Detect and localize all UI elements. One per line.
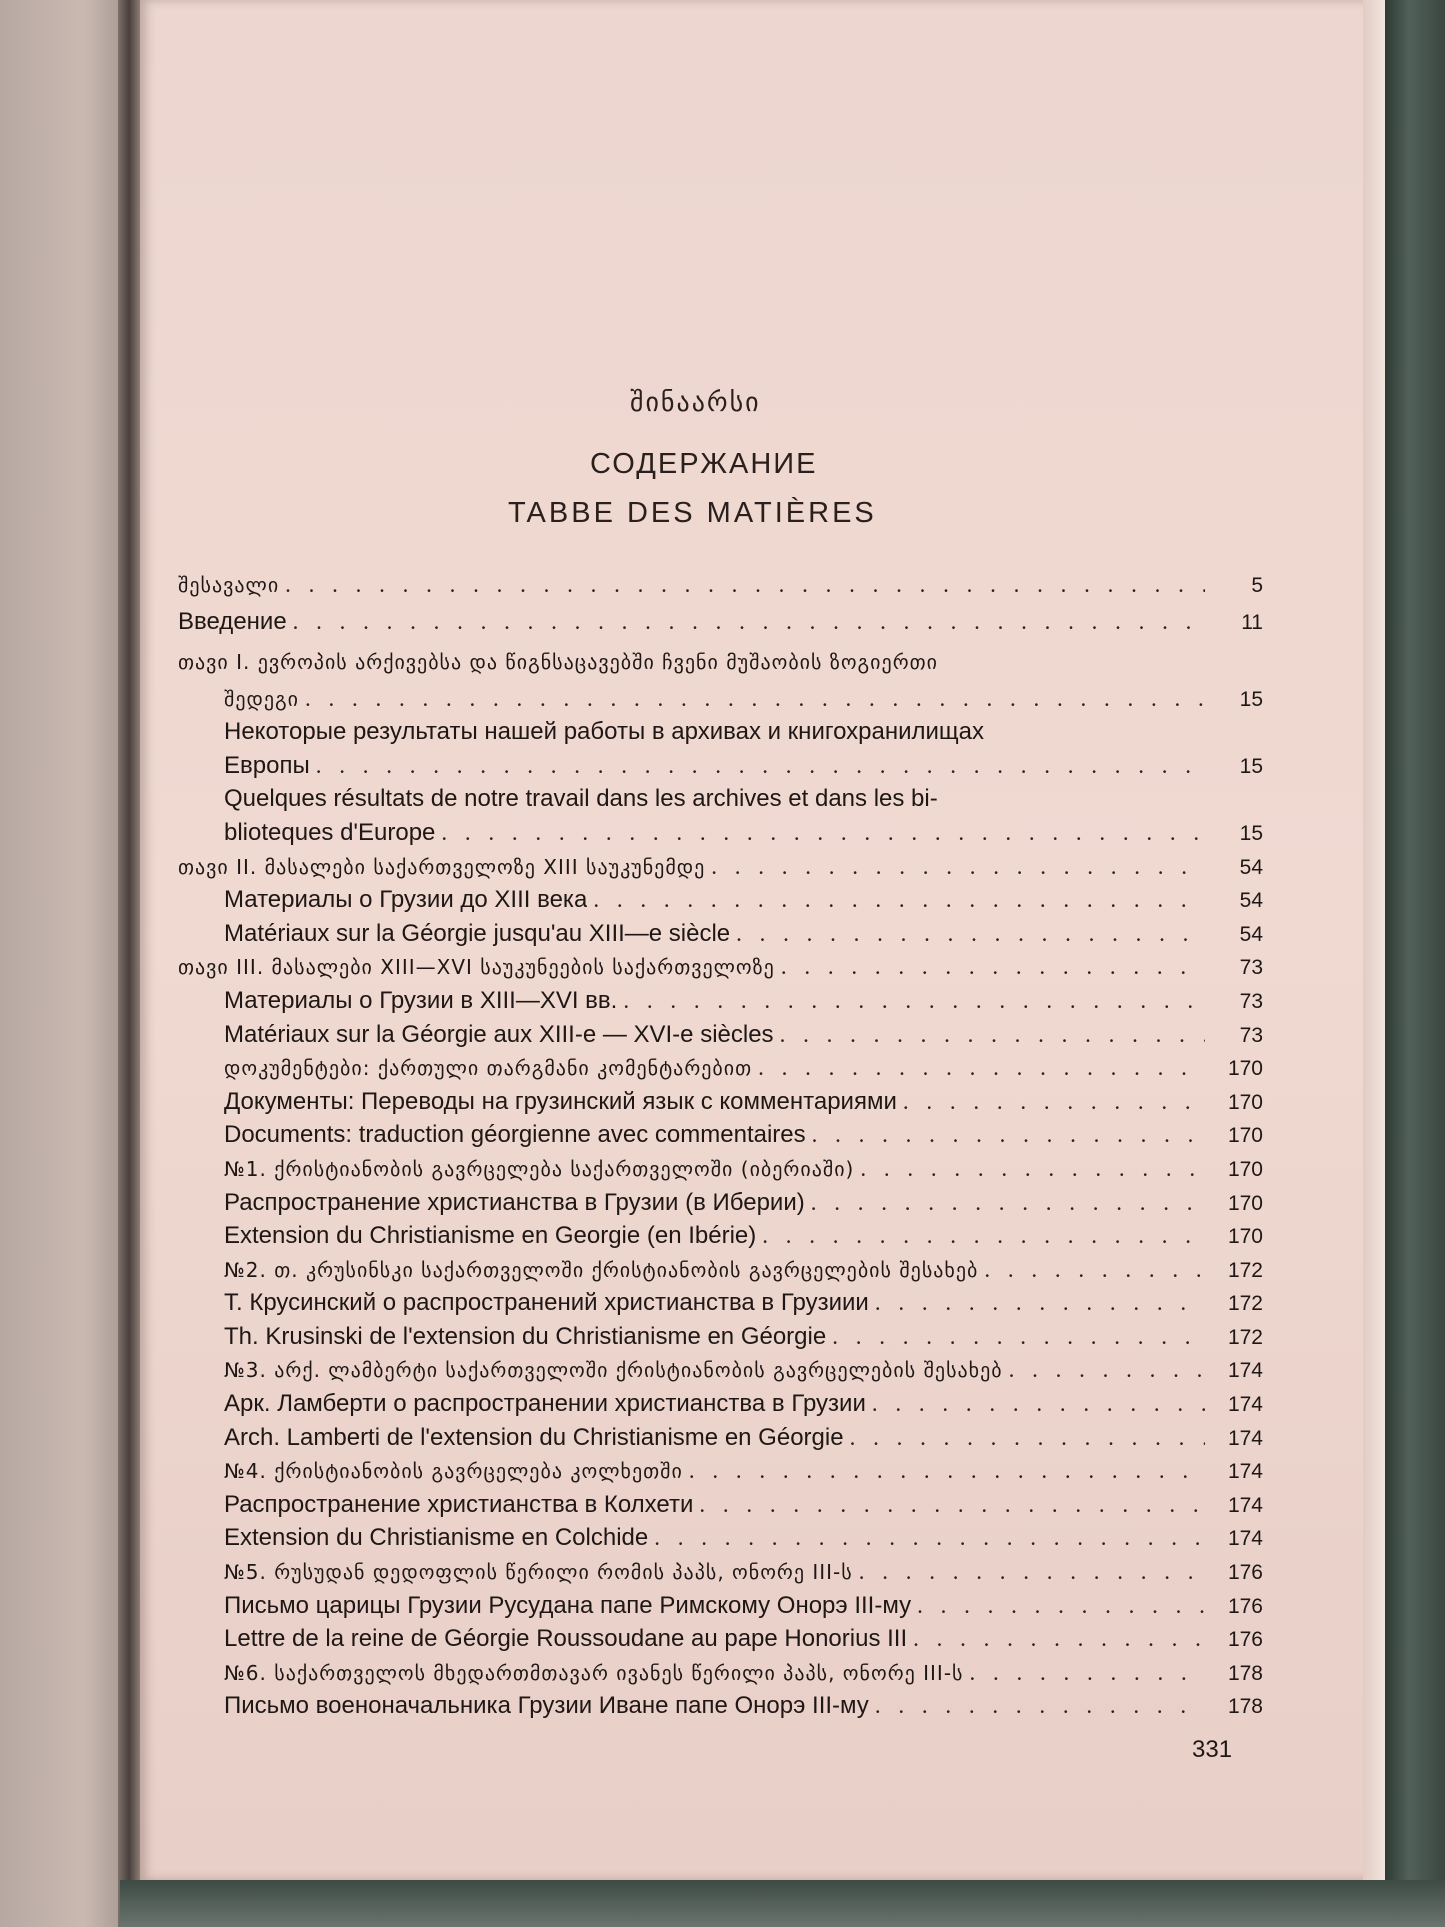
toc-entry-title: Arch. Lamberti de l'extension du Christianisme en Géorgie [224, 1423, 844, 1451]
toc-leader-dots [623, 984, 1205, 1018]
toc-entry [178, 1589, 1263, 1623]
toc-page-number: 170 [1227, 1157, 1263, 1181]
toc-leader-dots [593, 883, 1205, 917]
toc-entry-title: Extension du Christianisme en Georgie (en Ibérie) [224, 1222, 757, 1250]
toc-entry-title: Т. Крусинский о распространений христианства в Грузиии [224, 1289, 869, 1317]
toc-leader-dots [781, 950, 1205, 984]
toc-leader-dots [689, 1454, 1205, 1488]
toc-page-number: 174 [1227, 1359, 1263, 1383]
toc-entry-title: №2. თ. კრუსინსკი საქართველოში ქრისტიანობის გავრცელების შესახებ [224, 1257, 979, 1282]
toc-leader-dots [305, 682, 1205, 716]
toc-entry-title: Материалы о Грузии в XIII—XVI вв. [224, 986, 618, 1014]
toc-page-number: 54 [1239, 889, 1263, 913]
toc-page-number: 174 [1227, 1426, 1263, 1450]
toc-page-number: 174 [1227, 1460, 1263, 1484]
toc-entry-title: შესავალი [178, 573, 280, 597]
toc-entry [178, 1521, 1263, 1555]
toc-entry-title: Распространение христианства в Колхети [224, 1490, 694, 1518]
toc-entry-title: Lettre de la reine de Géorgie Roussoudane au pape Honorius III [224, 1625, 908, 1653]
toc-leader-dots [984, 1253, 1205, 1287]
toc-entry [178, 1656, 1263, 1690]
page-number: 331 [1192, 1736, 1233, 1763]
toc-leader-dots [441, 816, 1205, 850]
toc-entry-title: №3. არქ. ლამბერტი საქართველოში ქრისტიანობის გავრცელების შესახებ [224, 1358, 1003, 1383]
toc-page-number: 170 [1227, 1057, 1263, 1081]
toc-page-number: 5 [1251, 574, 1263, 597]
toc-leader-dots [970, 1656, 1206, 1690]
toc-page-number: 170 [1227, 1191, 1263, 1215]
toc-entry-title: Matériaux sur la Géorgie jusqu'au XIII—e siècle [224, 919, 731, 947]
heading-french: TABBE DES MATIÈRES [508, 497, 877, 529]
toc-entry-title: Европы [224, 751, 310, 779]
toc-page-number: 172 [1227, 1258, 1263, 1282]
toc-page-number: 73 [1239, 1023, 1263, 1047]
toc-leader-dots [812, 1118, 1205, 1152]
toc-entry [178, 782, 1263, 816]
toc-leader-dots [293, 602, 1205, 642]
toc-leader-dots [316, 749, 1205, 783]
toc-entry [178, 816, 1263, 850]
toc-entry [178, 568, 1263, 602]
toc-entry [178, 749, 1263, 783]
heading-georgian: შინაარსი [630, 388, 761, 418]
toc-entry [178, 1421, 1263, 1455]
toc-entry-title: Письмо царицы Грузии Русудана папе Римскому Онорэ III-му [224, 1591, 912, 1619]
toc-page-number: 15 [1239, 754, 1263, 778]
toc-page-number: 178 [1227, 1695, 1263, 1719]
toc-leader-dots [903, 1085, 1205, 1119]
toc-entry-title: Письмо военоначальника Грузии Иване папе Онорэ III-му [224, 1692, 869, 1720]
toc-entry [178, 1018, 1263, 1052]
toc-entry [178, 1488, 1263, 1522]
toc-leader-dots [811, 1186, 1205, 1220]
toc-entry [178, 1353, 1263, 1387]
toc-entry-title: თავი II. მასალები საქართველოზე XIII საუკუნემდე [178, 854, 706, 879]
toc-entry [178, 950, 1263, 984]
toc-entry-title: შედეგი [224, 686, 299, 711]
toc-entry-title: თავი III. მასალები XIII—XVI საუკუნეების საქართველოზე [178, 955, 775, 980]
toc-entry [178, 1286, 1263, 1320]
toc-entry-title: თავი I. ევროპის არქივებსა და წიგნსაცავებში ჩვენი მუშაობის ზოგიერთი [178, 649, 938, 674]
toc-leader-dots [875, 1286, 1205, 1320]
toc-entry-title: Введение [178, 607, 287, 635]
toc-leader-dots [917, 1589, 1205, 1623]
toc-entry [178, 602, 1263, 642]
toc-entry-title: Арк. Ламберти о распространении христианства в Грузии [224, 1390, 866, 1418]
table-of-contents [178, 568, 1263, 1723]
toc-leader-dots [913, 1622, 1205, 1656]
toc-entry [178, 642, 1263, 682]
page-edge-stack [1363, 0, 1385, 1880]
toc-entry [178, 1219, 1263, 1253]
toc-entry [178, 1051, 1263, 1085]
toc-entry [178, 1622, 1263, 1656]
toc-leader-dots [872, 1387, 1205, 1421]
toc-entry [178, 1320, 1263, 1354]
toc-entry-title: დოკუმენტები: ქართული თარგმანი კომენტარებით [224, 1056, 753, 1081]
toc-page-number: 11 [1241, 610, 1263, 634]
toc-entry-title: №1. ქრისტიანობის გავრცელება საქართველოში (იბერიაში) [224, 1156, 855, 1181]
toc-entry [178, 715, 1263, 749]
toc-leader-dots [860, 1152, 1205, 1186]
toc-entry-title: Matériaux sur la Géorgie aux XIII-e — XVI-e siècles [224, 1020, 774, 1048]
toc-entry [178, 984, 1263, 1018]
toc-page-number: 176 [1227, 1628, 1263, 1652]
toc-page-number: 170 [1227, 1090, 1263, 1114]
toc-leader-dots [285, 568, 1205, 602]
toc-entry [178, 1387, 1263, 1421]
toc-page-number: 176 [1227, 1594, 1263, 1618]
toc-entry [178, 883, 1263, 917]
toc-page-number: 178 [1227, 1661, 1263, 1685]
toc-leader-dots [699, 1488, 1205, 1522]
toc-page-number: 170 [1227, 1225, 1263, 1249]
toc-entry-title: Extension du Christianisme en Colchide [224, 1524, 649, 1552]
toc-entry [178, 682, 1263, 716]
heading-russian: СОДЕРЖАНИЕ [590, 448, 818, 480]
toc-entry-title: Материалы о Грузии до XIII века [224, 886, 588, 914]
toc-entry [178, 850, 1263, 884]
book-page [140, 0, 1385, 1880]
toc-leader-dots [832, 1320, 1205, 1354]
toc-leader-dots [1009, 1353, 1205, 1387]
toc-page-number: 73 [1239, 956, 1263, 980]
toc-leader-dots [850, 1421, 1205, 1455]
toc-entry-title: Quelques résultats de notre travail dans les archives et dans les bi- [224, 785, 938, 813]
toc-page-number: 174 [1227, 1393, 1263, 1417]
toc-entry [178, 1689, 1263, 1723]
toc-leader-dots [736, 917, 1205, 951]
book-cover-edge [1385, 0, 1445, 1927]
toc-entry [178, 1555, 1263, 1589]
toc-page-number: 172 [1227, 1292, 1263, 1316]
toc-entry-title: blioteques d'Europe [224, 818, 436, 846]
toc-entry-title: Распространение христианства в Грузии (в Иберии) [224, 1188, 805, 1216]
toc-entry-title: Некоторые результаты нашей работы в архивах и книгохранилищах [224, 718, 985, 746]
toc-page-number: 73 [1239, 989, 1263, 1013]
toc-leader-dots [654, 1521, 1205, 1555]
toc-entry [178, 1253, 1263, 1287]
toc-page-number: 174 [1227, 1493, 1263, 1517]
toc-entry-title: №4. ქრისტიანობის გავრცელება კოლხეთში [224, 1459, 683, 1484]
toc-entry [178, 1454, 1263, 1488]
book-bottom-edge [120, 1880, 1445, 1927]
toc-page-number: 176 [1227, 1561, 1263, 1585]
toc-leader-dots [859, 1555, 1205, 1589]
book-gutter [118, 0, 140, 1927]
toc-page-number: 174 [1227, 1527, 1263, 1551]
toc-entry-title: №6. საქართველოს მხედართმთავარ ივანეს წერილი პაპს, ონორე III-ს [224, 1660, 964, 1685]
toc-page-number: 54 [1239, 855, 1263, 879]
toc-page-number: 54 [1239, 922, 1263, 946]
toc-entry [178, 1085, 1263, 1119]
toc-page-number: 170 [1227, 1124, 1263, 1148]
toc-page-number: 172 [1227, 1325, 1263, 1349]
toc-leader-dots [762, 1219, 1205, 1253]
toc-page-number: 15 [1239, 821, 1263, 845]
toc-leader-dots [758, 1051, 1205, 1085]
toc-entry-title: Documents: traduction géorgienne avec commentaires [224, 1121, 806, 1149]
toc-leader-dots [780, 1018, 1205, 1052]
toc-entry [178, 1152, 1263, 1186]
toc-leader-dots [711, 850, 1205, 884]
toc-page-number: 15 [1239, 687, 1263, 711]
toc-leader-dots [875, 1689, 1205, 1723]
toc-entry-title: Th. Krusinski de l'extension du Christianisme en Géorgie [224, 1322, 827, 1350]
toc-entry [178, 917, 1263, 951]
toc-entry [178, 1118, 1263, 1152]
toc-entry-title: №5. რუსუდან დედოფლის წერილი რომის პაპს, ონორე III-ს [224, 1560, 853, 1585]
toc-entry-title: Документы: Переводы на грузинский язык с комментариями [224, 1087, 897, 1115]
toc-entry [178, 1186, 1263, 1220]
